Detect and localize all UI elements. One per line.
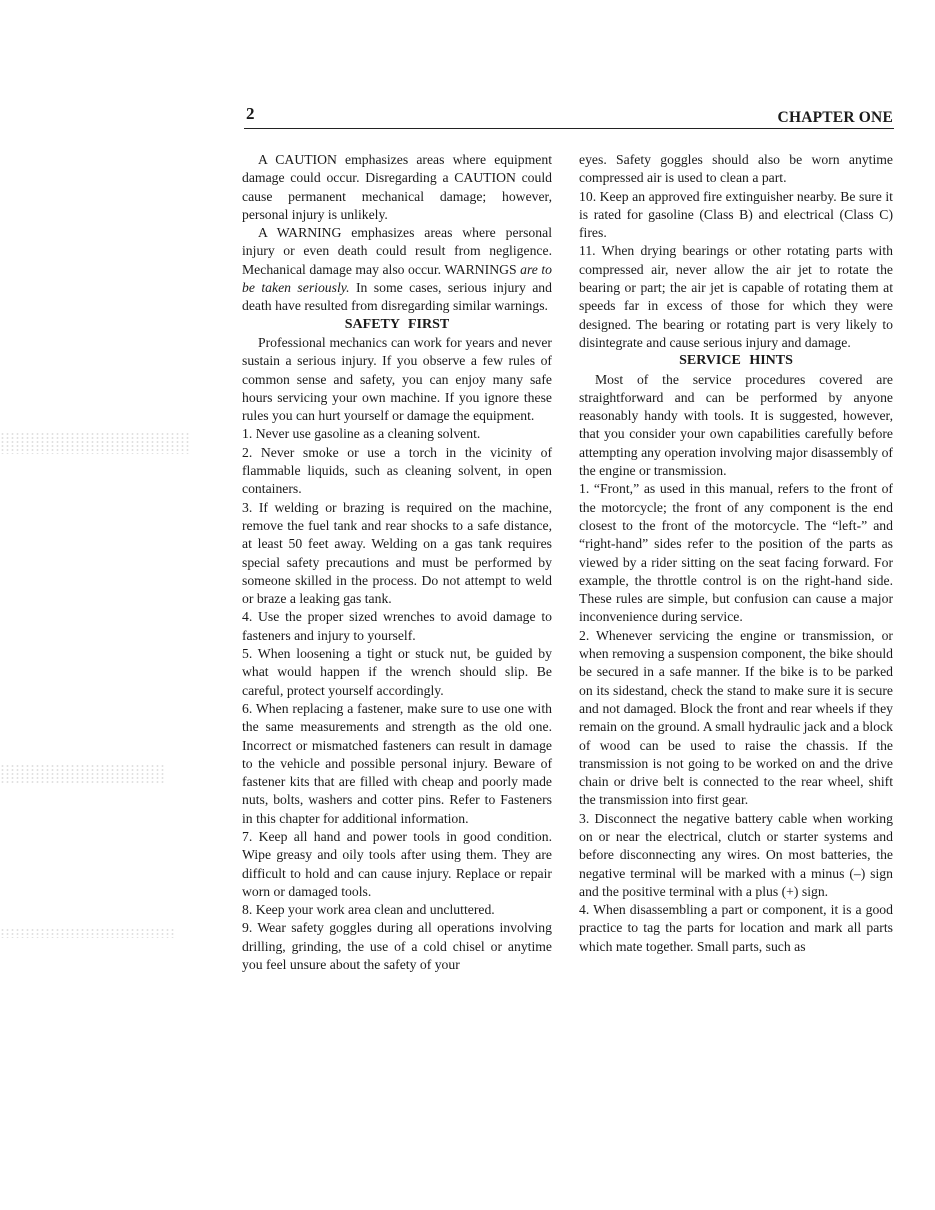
warning-text-end: In some cases, serious injury and death have resulted from disregarding similar warnings.	[242, 280, 552, 314]
warning-text-start: A WARNING emphasizes areas where personal injury or even death could result from negligence. Mechanical damage may also occur. WARNINGS	[242, 225, 552, 277]
warning-paragraph	[242, 224, 552, 315]
scan-speckle	[0, 432, 190, 454]
service-hint-item: 1. “Front,” as used in this manual, refers to the front of the motorcycle; the front of any component is the end closest to the front of the motorcycle. The “left-” and “right-hand” sides refer to the position of the parts as viewed by a rider sitting on the seat facing forward. For example, the throttle control is on the right-hand side. These rules are simple, but confusion can cause a major inconvenience during service.	[579, 481, 893, 625]
safety-rule-item: 11. When drying bearings or other rotating parts with compressed air, never allow the air jet to rotate the bearing or part; the air jet is capable of rotating them at speeds far in excess of those for which they were designed. The bearing or rotating part is very likely to disintegrate and cause serious injury and damage.	[579, 243, 893, 350]
safety-rule-item: 1. Never use gasoline as a cleaning solvent.	[242, 426, 481, 442]
safety-rule-item: 10. Keep an approved fire extinguisher nearby. Be sure it is rated for gasoline (Class B) and electrical (Class C) fires.	[579, 188, 893, 241]
safety-first-heading: SAFETY FIRST	[344, 316, 450, 332]
safety-rule-item: 7. Keep all hand and power tools in good condition. Wipe greasy and oily tools after using them. They are difficult to hold and can cause injury. Replace or repair worn or damaged tools.	[242, 828, 552, 899]
left-column	[242, 151, 552, 974]
safety-rule-item: 3. If welding or brazing is required on the machine, remove the fuel tank and rear shocks to a safe distance, at least 50 feet away. Welding on a gas tank requires special safety precautions and must be performed by someone skilled in the process. Do not attempt to weld or braze a leaking gas tank.	[242, 499, 552, 607]
service-hint-item: 4. When disassembling a part or component, it is a good practice to tag the parts for location and mark all parts which mate together. Small parts, such as	[579, 902, 893, 954]
chapter-title: CHAPTER ONE	[777, 109, 893, 126]
safety-intro-paragraph: Professional mechanics can work for years and never sustain a serious injury. If you observe a few rules of common sense and safety, you can enjoy many safe hours servicing your own machine. If you ignore these rules you can hurt yourself or damage the equipment.	[242, 334, 552, 424]
scan-speckle	[0, 764, 165, 784]
safety-rule-continuation: eyes. Safety goggles should also be worn anytime compressed air is used to clean a part.	[579, 152, 893, 186]
safety-rule-item: 5. When loosening a tight or stuck nut, be guided by what would happen if the wrench should slip. Be careful, protect yourself accordingly.	[242, 646, 552, 698]
service-intro-paragraph: Most of the service procedures covered are straightforward and can be performed by anyone reasonably handy with tools. It is suggested, however, that you consider your own capabilities carefully before attempting any operation involving major disassembly of the engine or transmission.	[579, 371, 893, 479]
caution-paragraph: A CAUTION emphasizes areas where equipment damage could occur. Disregarding a CAUTION could cause permanent mechanical damage; however, personal injury is unlikely.	[242, 152, 552, 222]
safety-rule-item: 9. Wear safety goggles during all operations involving drilling, grinding, the use of a cold chisel or anytime you feel unsure about the safety of your	[242, 920, 552, 973]
page-number: 2	[246, 104, 255, 123]
service-hints-heading: SERVICE HINTS	[679, 353, 793, 369]
warning-emphasis: are to be taken seriously.	[242, 261, 552, 296]
service-hint-item: 2. Whenever servicing the engine or transmission, or when removing a suspension component, the bike should be secured in a safe manner. If the bike is to be parked on its sidestand, check the stand to make sure it is secure and not damaged. Block the front and rear wheels if they remain on the ground. A small hydraulic jack and a block of wood can be used to raise the chassis. If the transmission is not going to be worked on and the drive chain or drive belt is connected to the rear wheel, shift the transmission into first gear.	[579, 627, 893, 808]
service-hint-item: 3. Disconnect the negative battery cable when working on or near the electrical, clutch or starter systems and before disconnecting any wires. On most batteries, the negative terminal will be marked with a minus (–) sign and the positive terminal with a plus (+) sign.	[579, 810, 893, 899]
scan-speckle	[0, 928, 175, 938]
safety-rule-item: 6. When replacing a fastener, make sure to use one with the same measurements and strength as the old one. Incorrect or mismatched fasteners can result in damage to the vehicle and possible personal injury. Beware of fastener kits that are filled with cheap and poorly made nuts, bolts, washers and cotter pins. Refer to Fasteners in this chapter for additional information.	[242, 700, 552, 826]
header-rule	[244, 128, 894, 129]
safety-rule-item: 8. Keep your work area clean and uncluttered.	[242, 902, 495, 918]
safety-rule-item: 4. Use the proper sized wrenches to avoid damage to fasteners and injury to yourself.	[242, 609, 552, 643]
safety-rule-item: 2. Never smoke or use a torch in the vicinity of flammable liquids, such as cleaning solvent, in open containers.	[242, 444, 552, 497]
right-column	[579, 151, 893, 956]
